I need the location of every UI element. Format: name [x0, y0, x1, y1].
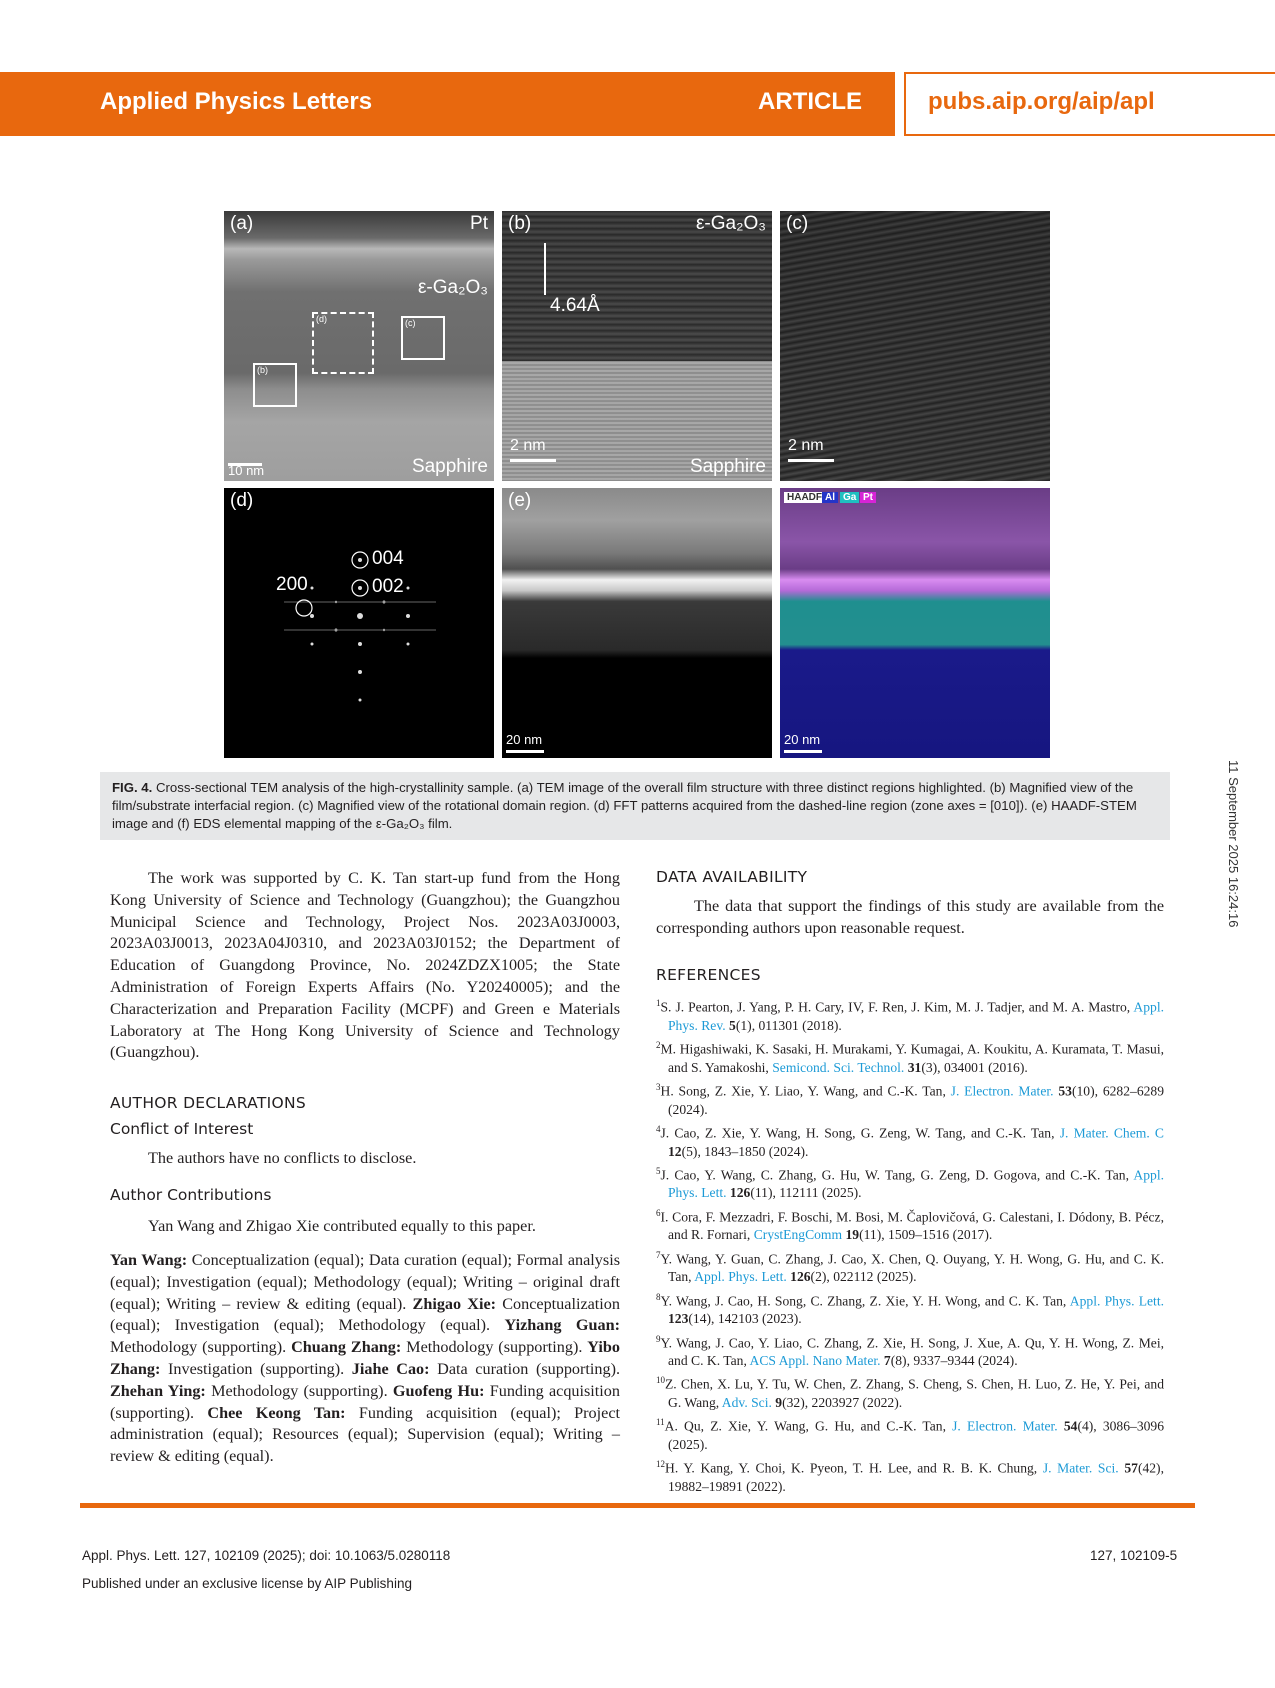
reference-authors: Y. Wang, Y. Guan, C. Zhang, J. Cao, X. Chen, Q. Ouyang, Y. H. Wong, G. Hu, and C. K. Tan, [660, 1251, 1164, 1285]
contributor-name: Guofeng Hu: [392, 1381, 485, 1400]
tag-al: Al [822, 492, 838, 503]
scale-label: 10 nm [228, 463, 265, 478]
spot-004: 004 [372, 548, 404, 569]
references-list [656, 994, 1164, 1497]
contributions-list [110, 1250, 620, 1468]
roi-d: (d) [312, 312, 374, 374]
footer-citation: Appl. Phys. Lett. 127, 102109 (2025); doi: 10.1063/5.0280118 [82, 1548, 451, 1563]
contributor-roles: Methodology (supporting). [205, 1381, 393, 1400]
pt-label: Pt [470, 213, 488, 234]
footer-rule [80, 1503, 1195, 1508]
contributor-name: Chuang Zhang: [291, 1338, 402, 1357]
roi-c: (c) [401, 316, 445, 360]
reference-journal-link[interactable]: Appl. Phys. Lett. [668, 1167, 1164, 1201]
reference-item [656, 1120, 1164, 1161]
contributor-roles: Investigation (supporting). [160, 1359, 352, 1378]
contributor-roles: Funding acquisition (equal); Project administration (equal); Resources (equal); Supervision (equal); Writing – review & editing (equal). [110, 1403, 620, 1466]
contributor-name: Chee Keong Tan: [207, 1403, 346, 1422]
scale-bar [506, 750, 544, 753]
reference-authors: Z. Chen, X. Lu, Y. Tu, W. Chen, Z. Zhang, S. Cheng, S. Chen, H. Luo, Z. He, Y. Pei, and G. Wang, [665, 1376, 1164, 1411]
data-availability-heading: DATA AVAILABILITY [656, 868, 808, 886]
reference-authors: J. Cao, Y. Wang, C. Zhang, G. Hu, W. Tang, G. Zeng, D. Gogova, and C.-K. Tan, [660, 1167, 1134, 1183]
scale-label: 2 nm [510, 437, 546, 454]
reference-number: 5 [656, 1165, 661, 1176]
scale-label: 20 nm [506, 732, 543, 747]
reference-number: 12 [656, 1459, 665, 1470]
reference-authors: H. Song, Z. Xie, Y. Liao, Y. Wang, and C.-K. Tan, [660, 1083, 951, 1099]
tag-haadf: HAADF [784, 492, 825, 503]
reference-volume: 123 [668, 1311, 689, 1327]
reference-pages: (32), 2203927 (2022). [782, 1395, 903, 1411]
reference-number: 2 [656, 1039, 661, 1050]
reference-item [656, 1078, 1164, 1119]
reference-pages: (14), 142103 (2023). [688, 1311, 802, 1327]
reference-journal-link[interactable]: Adv. Sci. [721, 1395, 772, 1411]
film-label: ε-Ga₂O₃ [695, 213, 766, 234]
reference-item [656, 1288, 1164, 1329]
reference-volume: 54 [1057, 1418, 1078, 1434]
reference-volume: 53 [1053, 1083, 1072, 1099]
reference-journal-link[interactable]: J. Electron. Mater. [952, 1418, 1058, 1434]
reference-volume: 57 [1118, 1460, 1138, 1476]
reference-journal-link[interactable]: Appl. Phys. Lett. [694, 1269, 787, 1285]
contributions-heading: Author Contributions [110, 1186, 272, 1204]
footer-page: 127, 102109-5 [1090, 1548, 1178, 1563]
spot-200: 200 [276, 574, 308, 595]
panel-label: (e) [508, 490, 532, 511]
panel-b-interface [502, 211, 772, 481]
contributor-roles: Data curation (supporting). [429, 1359, 621, 1378]
reference-volume: 12 [668, 1143, 682, 1159]
reference-pages: (1), 011301 (2018). [735, 1017, 842, 1033]
reference-authors: I. Cora, F. Mezzadri, F. Boschi, M. Bosi, M. Čaplovičová, G. Calestani, I. Dódony, B. Pécz, and R. Fornari, [660, 1209, 1164, 1243]
scale-bar [788, 459, 834, 462]
substrate-label: Sapphire [411, 456, 488, 477]
reference-journal-link[interactable]: ACS Appl. Nano Mater. [749, 1353, 881, 1369]
reference-journal-link[interactable]: J. Electron. Mater. [950, 1083, 1054, 1099]
reference-pages: (2), 022112 (2025). [810, 1269, 917, 1285]
panel-f-eds [780, 488, 1050, 758]
contributor-name: Zhehan Ying: [110, 1381, 206, 1400]
figure-caption [100, 772, 1170, 840]
roi-b: (b) [253, 363, 297, 407]
reference-pages: (4), 3086–3096 (2025). [668, 1418, 1165, 1453]
reference-volume: 126 [786, 1269, 811, 1285]
reference-journal-link[interactable]: Appl. Phys. Lett. [1069, 1293, 1164, 1309]
reference-journal-link[interactable]: J. Mater. Chem. C [1059, 1125, 1164, 1141]
reference-authors: H. Y. Kang, Y. Choi, K. Pyeon, T. H. Lee, and R. B. K. Chung, [665, 1460, 1043, 1476]
reference-item [656, 1330, 1164, 1371]
download-timestamp: 11 September 2025 16:24:16 [1226, 760, 1241, 928]
reference-pages: (5), 1843–1850 (2024). [681, 1143, 809, 1159]
panel-label: (d) [230, 490, 254, 511]
reference-volume: 31 [904, 1059, 922, 1075]
reference-item [656, 1204, 1164, 1245]
reference-item [656, 994, 1164, 1035]
reference-pages: (10), 6282–6289 (2024). [668, 1083, 1165, 1117]
panel-e-haadf [502, 488, 772, 758]
contributor-roles: Conceptualization (equal); Investigation (equal); Methodology (equal). [110, 1294, 620, 1335]
reference-number: 4 [656, 1123, 661, 1134]
reference-authors: Y. Wang, J. Cao, H. Song, C. Zhang, Z. Xie, Y. H. Wong, and C. K. Tan, [660, 1293, 1070, 1309]
reference-number: 9 [656, 1333, 661, 1344]
conflict-text: The authors have no conflicts to disclose. [148, 1149, 417, 1167]
caption-text: Cross-sectional TEM analysis of the high-crystallinity sample. (a) TEM image of the overall film structure with three distinct regions highlighted. (b) Magnified view of the film/substrate interfacial region. (c) Magnified view of the rotational domain region. (d) FFT patterns acquired from the dashed-line region (zone axes = [010]). (e) HAADF-STEM image and (f) EDS elemental mapping of the ε-Ga₂O₃ film. [112, 780, 1137, 831]
tag-ga: Ga [840, 492, 859, 503]
panel-label: (a) [230, 213, 254, 234]
reference-journal-link[interactable]: Appl. Phys. Rev. [668, 999, 1164, 1033]
journal-title: Applied Physics Letters [100, 88, 373, 115]
conflict-heading: Conflict of Interest [110, 1120, 254, 1138]
journal-url-link[interactable]: pubs.aip.org/aip/apl [928, 88, 1155, 115]
spot-002: 002 [372, 576, 404, 597]
references-heading: REFERENCES [656, 966, 761, 984]
reference-pages: (11), 112111 (2025). [750, 1185, 862, 1201]
reference-authors: A. Qu, Z. Xie, Y. Wang, G. Hu, and C.-K. Tan, [664, 1418, 953, 1434]
data-availability-text: The data that support the findings of this study are available from the corresponding authors upon reasonable request. [656, 897, 1164, 937]
contributor-roles: Conceptualization (equal); Data curation (equal); Formal analysis (equal); Investigation (equal); Methodology (equal); Writing – original draft (equal); Writing – review & editing (equal). [110, 1251, 620, 1313]
reference-item [656, 1455, 1164, 1496]
reference-number: 10 [656, 1375, 665, 1386]
scale-bar [510, 459, 556, 462]
spacing-marker [544, 243, 546, 295]
scale-bar [784, 750, 822, 753]
funding-paragraph: The work was supported by C. K. Tan start-up fund from the Hong Kong University of Science and Technology (Guangzhou); the Guangzhou Municipal Science and Technology, Project Nos. 2023A03J0003, 2023A03J0013, 2023A04J0310, and 2023A03J0152; the Department of Education of Guangdong Province, No. 2024ZDZX1005; the State Administration of Foreign Experts Affairs (No. Y20240005); and the Characterization and Preparation Facility (MCPF) and Green e Materials Laboratory at The Hong Kong University of Science and Technology (Guangzhou). [110, 869, 620, 1062]
lattice-spacing: 4.64Å [550, 295, 600, 316]
contributor-roles: Methodology (supporting). [401, 1338, 588, 1357]
contributions-intro: Yan Wang and Zhigao Xie contributed equally to this paper. [148, 1217, 536, 1235]
reference-number: 3 [656, 1081, 661, 1092]
reference-number: 6 [656, 1207, 661, 1218]
reference-item [656, 1413, 1164, 1454]
reference-authors: S. J. Pearton, J. Yang, P. H. Cary, IV, F. Ren, J. Kim, M. J. Tadjer, and M. A. Mastro, [660, 999, 1134, 1015]
contributor-name: Jiahe Cao: [351, 1359, 430, 1378]
author-declarations-heading: AUTHOR DECLARATIONS [110, 1094, 307, 1112]
substrate-label: Sapphire [689, 456, 766, 477]
reference-journal-link[interactable]: Semicond. Sci. Technol. [772, 1059, 905, 1075]
reference-volume: 7 [880, 1353, 891, 1369]
footer-license: Published under an exclusive license by AIP Publishing [82, 1576, 412, 1591]
reference-item [656, 1371, 1164, 1412]
reference-pages: (3), 034001 (2016). [921, 1059, 1028, 1075]
reference-number: 11 [656, 1417, 665, 1428]
reference-authors: M. Higashiwaki, K. Sasaki, H. Murakami, Y. Kumagai, A. Koukitu, A. Kuramata, T. Masui, and S. Yamakoshi, [660, 1041, 1164, 1075]
panel-c-rotational-domain [780, 211, 1050, 481]
contributor-name: Yizhang Guan: [504, 1316, 621, 1335]
reference-volume: 5 [725, 1017, 736, 1033]
reference-number: 8 [656, 1291, 661, 1302]
article-type: ARTICLE [758, 88, 862, 115]
reference-journal-link[interactable]: J. Mater. Sci. [1042, 1460, 1119, 1476]
contributor-roles: Methodology (supporting). [110, 1338, 292, 1357]
tag-pt: Pt [860, 492, 876, 503]
contributor-name: Zhigao Xie: [412, 1294, 497, 1313]
scale-label: 2 nm [788, 437, 824, 454]
scale-label: 20 nm [784, 732, 821, 747]
reference-authors: J. Cao, Z. Xie, Y. Wang, H. Song, G. Zeng, W. Tang, and C.-K. Tan, [660, 1125, 1060, 1141]
panel-label: (b) [508, 213, 532, 234]
reference-pages: (8), 9337–9344 (2024). [890, 1353, 1018, 1369]
reference-volume: 19 [842, 1227, 860, 1243]
film-label: ε-Ga₂O₃ [417, 277, 488, 298]
reference-volume: 126 [726, 1185, 751, 1201]
reference-item [656, 1036, 1164, 1077]
contributor-roles: Funding acquisition (supporting). [110, 1381, 620, 1422]
reference-volume: 9 [771, 1395, 783, 1411]
reference-number: 1 [656, 998, 661, 1008]
reference-authors: Y. Wang, J. Cao, Y. Liao, C. Zhang, Z. Xie, H. Song, J. Xue, A. Qu, Y. H. Wong, Z. Mei, and C. K. Tan, [660, 1335, 1164, 1369]
figure-4 [224, 211, 1050, 758]
fft-pattern [224, 488, 494, 758]
contributor-name: Yibo Zhang: [110, 1338, 620, 1378]
panel-d-fft [224, 488, 494, 758]
caption-label: FIG. 4. [112, 780, 153, 795]
panel-label: (c) [786, 213, 809, 234]
panel-a-tem-overview [224, 211, 494, 481]
reference-journal-link[interactable]: CrystEngComm [753, 1227, 843, 1243]
reference-item [656, 1246, 1164, 1287]
reference-number: 7 [656, 1249, 661, 1260]
reference-pages: (42), 19882–19891 (2022). [668, 1460, 1164, 1495]
reference-pages: (11), 1509–1516 (2017). [859, 1227, 993, 1243]
reference-item [656, 1162, 1164, 1203]
contributor-name: Yan Wang: [110, 1251, 188, 1269]
